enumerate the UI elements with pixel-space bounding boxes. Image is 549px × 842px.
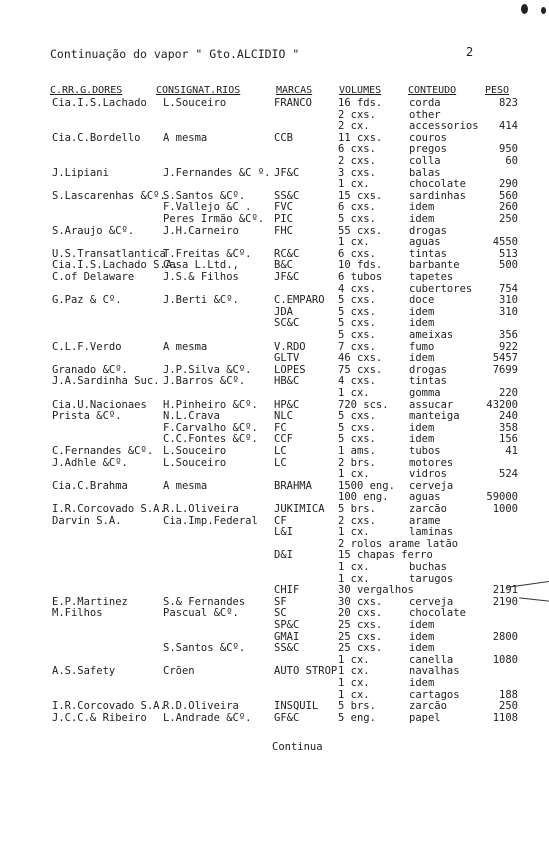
table-row bbox=[0, 330, 549, 341]
cell-conteudo: motores bbox=[409, 456, 454, 469]
cell-volumes: 1500 eng. bbox=[338, 479, 395, 492]
cell-peso: 43200 bbox=[486, 398, 518, 411]
table-row bbox=[0, 376, 549, 387]
cell-volumes: 10 fds. bbox=[338, 259, 383, 272]
cell-marca: SF bbox=[274, 595, 287, 608]
cell-consignatario: A mesma bbox=[163, 340, 208, 353]
cell-conteudo: cerveja bbox=[409, 479, 454, 492]
cell-volumes: 4 cxs. bbox=[338, 375, 376, 388]
cell-peso: 41 bbox=[505, 445, 518, 457]
table-row bbox=[0, 307, 549, 318]
cell-conteudo: pregos bbox=[409, 143, 447, 156]
cell-marca: FHC bbox=[274, 224, 293, 237]
cell-peso: 2190 bbox=[492, 595, 518, 608]
cell-consignatario: Cia.Imp.Federal bbox=[163, 514, 258, 527]
cell-conteudo: buchas bbox=[409, 561, 447, 573]
cell-volumes: 5 cxs. bbox=[338, 410, 376, 423]
cell-marca: CCF bbox=[274, 433, 293, 446]
cell-conteudo: canella bbox=[409, 653, 454, 666]
cell-conteudo: couros bbox=[409, 131, 447, 144]
table-row bbox=[0, 121, 549, 132]
table-row bbox=[0, 202, 549, 213]
cell-embarcador: Cia.I.S.Lachado bbox=[52, 97, 147, 109]
table-row bbox=[0, 597, 549, 608]
cell-consignatario: Pascual &Cº. bbox=[163, 607, 239, 620]
cell-embarcador: M.Filhos bbox=[52, 607, 103, 620]
cell-peso: 513 bbox=[499, 247, 518, 260]
table-row bbox=[0, 318, 549, 329]
cell-consignatario: Crõen bbox=[163, 665, 195, 678]
cell-marca: SC bbox=[274, 607, 287, 620]
cell-peso: 754 bbox=[499, 282, 518, 295]
table-row bbox=[0, 400, 549, 411]
table-row bbox=[0, 168, 549, 179]
cell-embarcador: J.A.Sardinha Suc. bbox=[52, 375, 160, 388]
cell-conteudo: tintas bbox=[409, 247, 447, 260]
cell-volumes: 20 cxs. bbox=[338, 607, 383, 620]
cell-peso: 220 bbox=[499, 387, 518, 399]
cell-volumes: 25 cxs. bbox=[338, 619, 383, 631]
cell-conteudo: colla bbox=[409, 155, 441, 167]
cell-conteudo: arame bbox=[409, 514, 441, 527]
cell-peso: 500 bbox=[499, 259, 518, 272]
cell-consignatario: L.Souceiro bbox=[163, 445, 227, 457]
cell-embarcador: I.R.Corcovado S.A. bbox=[52, 700, 166, 713]
cell-consignatario: S.Santos &Cº. bbox=[163, 189, 246, 202]
cell-conteudo: vidros bbox=[409, 468, 447, 481]
cell-conteudo: aguas bbox=[409, 236, 441, 249]
cell-volumes: 5 eng. bbox=[338, 711, 376, 724]
cell-conteudo: fumo bbox=[409, 340, 435, 353]
cell-marca: RC&C bbox=[274, 247, 300, 260]
cell-consignatario: Peres Irmão &Cº. bbox=[163, 213, 265, 225]
table-row bbox=[0, 713, 549, 724]
cell-conteudo: tubos bbox=[409, 445, 441, 457]
table-row bbox=[0, 620, 549, 631]
cell-conteudo: drogas bbox=[409, 224, 447, 237]
table-row bbox=[0, 411, 549, 422]
cell-peso: 310 bbox=[499, 294, 518, 307]
cell-consignatario: H.Pinheiro &Cº. bbox=[163, 398, 258, 411]
table-row bbox=[0, 156, 549, 167]
cell-peso: 188 bbox=[499, 688, 518, 701]
cell-volumes: 15 chapas ferro bbox=[338, 549, 433, 562]
cell-conteudo: chocolate bbox=[409, 607, 466, 620]
cell-volumes: 6 cxs. bbox=[338, 201, 376, 214]
cell-volumes: 30 cxs. bbox=[338, 595, 383, 608]
cell-marca: B&C bbox=[274, 259, 293, 272]
cell-marca: SC&C bbox=[274, 317, 300, 330]
cell-volumes: 6 cxs. bbox=[338, 247, 376, 260]
cell-consignatario: T.Freitas &Cº. bbox=[163, 247, 252, 260]
cell-consignatario: F.Vallejo &C . bbox=[163, 201, 252, 214]
cell-marca: LOPES bbox=[274, 363, 306, 376]
cell-peso: 1108 bbox=[492, 711, 518, 724]
cell-conteudo: idem bbox=[409, 642, 435, 655]
cell-volumes: 2 cx. bbox=[338, 120, 370, 133]
cell-volumes: 15 cxs. bbox=[338, 189, 383, 202]
cell-consignatario: R.D.Oliveira bbox=[163, 700, 239, 713]
cell-conteudo: corda bbox=[409, 97, 441, 109]
cell-marca: JF&C bbox=[274, 166, 300, 179]
cell-volumes: 5 cxs. bbox=[338, 213, 376, 225]
cell-marca: L&I bbox=[274, 526, 293, 539]
table-row bbox=[0, 539, 549, 550]
cell-embarcador: J.Lipiani bbox=[52, 166, 109, 179]
cell-consignatario: L.Andrade &Cº. bbox=[163, 711, 252, 724]
cell-marca: FRANCO bbox=[274, 97, 312, 109]
table-row bbox=[0, 133, 549, 144]
cell-marca: HB&C bbox=[274, 375, 300, 388]
cell-consignatario: J.P.Silva &Cº. bbox=[163, 363, 252, 376]
table-row bbox=[0, 144, 549, 155]
cell-volumes: 5 cxs. bbox=[338, 433, 376, 446]
cell-conteudo: tapetes bbox=[409, 271, 454, 283]
cell-consignatario: S.Santos &Cº. bbox=[163, 642, 246, 655]
cell-peso: 250 bbox=[499, 213, 518, 225]
cell-conteudo: idem bbox=[409, 352, 435, 365]
cell-volumes: 5 brs. bbox=[338, 700, 376, 713]
cell-peso: 260 bbox=[499, 201, 518, 214]
table-row bbox=[0, 585, 549, 596]
cell-embarcador: S.Lascarenhas &Cº. bbox=[52, 189, 166, 202]
cell-conteudo: idem bbox=[409, 317, 435, 330]
cell-conteudo: idem bbox=[409, 630, 435, 643]
cell-volumes: 25 cxs. bbox=[338, 630, 383, 643]
cell-volumes: 5 cxs. bbox=[338, 329, 376, 341]
cell-volumes: 75 cxs. bbox=[338, 363, 383, 376]
cell-embarcador: Cia.I.S.Lachado S.A. bbox=[52, 259, 179, 272]
cell-marca: AUTO STROP bbox=[274, 665, 338, 678]
cell-conteudo: chocolate bbox=[409, 178, 466, 191]
cell-marca: V.RDO bbox=[274, 340, 306, 353]
cell-volumes: 6 cxs. bbox=[338, 143, 376, 156]
cell-conteudo: barbante bbox=[409, 259, 460, 272]
cell-volumes: 1 cx. bbox=[338, 178, 370, 191]
cell-consignatario: L.Souceiro bbox=[163, 456, 227, 469]
cell-volumes: 30 vergalhos bbox=[338, 584, 414, 597]
cell-marca: LC bbox=[274, 445, 287, 457]
cell-embarcador: Prista &Cº. bbox=[52, 410, 122, 423]
cell-peso: 560 bbox=[499, 189, 518, 202]
cell-embarcador: C.L.F.Verdo bbox=[52, 340, 122, 353]
table-row bbox=[0, 446, 549, 457]
ink-smudge bbox=[521, 4, 528, 14]
cell-conteudo: other bbox=[409, 108, 441, 121]
table-row bbox=[0, 550, 549, 561]
table-row bbox=[0, 655, 549, 666]
cell-conteudo: idem bbox=[409, 305, 435, 318]
cell-marca: CCB bbox=[274, 131, 293, 144]
cell-consignatario: J.Berti &Cº. bbox=[163, 294, 239, 307]
header-volumes: VOLUMES bbox=[339, 85, 382, 96]
cell-consignatario: Casa L.Ltd., bbox=[163, 259, 239, 272]
cell-embarcador: J.Adhle &Cº. bbox=[52, 456, 128, 469]
cell-volumes: 4 cxs. bbox=[338, 282, 376, 295]
cell-embarcador: Cia.U.Nacionaes bbox=[52, 398, 147, 411]
cell-volumes: 6 tubos bbox=[338, 271, 383, 283]
cell-conteudo: idem bbox=[409, 677, 435, 689]
cell-volumes: 1 cx. bbox=[338, 387, 370, 399]
cell-consignatario: J.H.Carneiro bbox=[163, 224, 239, 237]
table-row bbox=[0, 608, 549, 619]
cell-volumes: 16 fds. bbox=[338, 97, 383, 109]
cell-marca: JUKIMICA bbox=[274, 503, 325, 515]
cell-consignatario: J.Barros &Cº. bbox=[163, 375, 246, 388]
cell-conteudo: accessorios bbox=[409, 120, 479, 133]
cell-volumes: 5 cxs. bbox=[338, 421, 376, 434]
cell-marca: FVC bbox=[274, 201, 293, 214]
table-row bbox=[0, 388, 549, 399]
cell-volumes: 5 cxs. bbox=[338, 294, 376, 307]
cell-peso: 922 bbox=[499, 340, 518, 353]
table-row bbox=[0, 110, 549, 121]
page-title: Continuação do vapor " Gto.ALCIDIO " bbox=[50, 47, 300, 61]
cell-conteudo: zarcão bbox=[409, 700, 447, 713]
cell-consignatario: L.Souceiro bbox=[163, 97, 227, 109]
table-row bbox=[0, 481, 549, 492]
table-row bbox=[0, 701, 549, 712]
cell-peso: 240 bbox=[499, 410, 518, 423]
cell-peso: 290 bbox=[499, 178, 518, 191]
cell-volumes: 2 cxs. bbox=[338, 514, 376, 527]
cell-conteudo: navalhas bbox=[409, 665, 460, 678]
table-row bbox=[0, 353, 549, 364]
cell-consignatario: J.S.& Filhos bbox=[163, 271, 239, 283]
table-row bbox=[0, 690, 549, 701]
cell-volumes: 2 rolos arame latão bbox=[338, 537, 459, 550]
cell-conteudo: cartagos bbox=[409, 688, 460, 701]
table-row bbox=[0, 504, 549, 515]
cell-conteudo: idem bbox=[409, 433, 435, 446]
cell-volumes: 2 cxs. bbox=[338, 155, 376, 167]
cell-conteudo: zarcão bbox=[409, 503, 447, 515]
table-row bbox=[0, 179, 549, 190]
cell-embarcador: Cia.C.Bordello bbox=[52, 131, 141, 144]
cell-volumes: 1 cx. bbox=[338, 236, 370, 249]
cell-conteudo: laminas bbox=[409, 526, 454, 539]
cell-embarcador: E.P.Martinez bbox=[52, 595, 128, 608]
cell-conteudo: idem bbox=[409, 213, 435, 225]
cell-conteudo: papel bbox=[409, 711, 441, 724]
cell-peso: 2800 bbox=[492, 630, 518, 643]
cell-peso: 156 bbox=[499, 433, 518, 446]
table-row bbox=[0, 226, 549, 237]
page-number: 2 bbox=[466, 45, 474, 59]
table-row bbox=[0, 643, 549, 654]
table-row bbox=[0, 678, 549, 689]
cell-peso: 4550 bbox=[492, 236, 518, 249]
cell-embarcador: U.S.Transatlantica bbox=[52, 247, 166, 260]
cell-embarcador: J.C.C.& Ribeiro bbox=[52, 711, 147, 724]
cell-embarcador: S.Araujo &Cº. bbox=[52, 224, 135, 237]
cell-marca: GF&C bbox=[274, 711, 300, 724]
cell-peso: 7699 bbox=[492, 363, 518, 376]
cell-marca: GMAI bbox=[274, 630, 300, 643]
cell-volumes: 1 cx. bbox=[338, 653, 370, 666]
cell-marca: PIC bbox=[274, 213, 293, 225]
cell-peso: 59000 bbox=[486, 491, 518, 504]
cell-marca: GLTV bbox=[274, 352, 300, 365]
cell-peso: 310 bbox=[499, 305, 518, 318]
table-row bbox=[0, 434, 549, 445]
cell-volumes: 1 cx. bbox=[338, 561, 370, 573]
cell-volumes: 7 cxs. bbox=[338, 340, 376, 353]
cell-conteudo: idem bbox=[409, 201, 435, 214]
cell-marca: SS&C bbox=[274, 642, 300, 655]
cell-volumes: 2 brs. bbox=[338, 456, 376, 469]
cell-volumes: 1 cx. bbox=[338, 665, 370, 678]
cell-consignatario: A mesma bbox=[163, 479, 208, 492]
cell-marca: SS&C bbox=[274, 189, 300, 202]
cell-marca: JDA bbox=[274, 305, 293, 318]
cell-embarcador: C.of Delaware bbox=[52, 271, 135, 283]
cell-consignatario: N.L.Crava bbox=[163, 410, 220, 423]
header-marcas: MARCAS bbox=[276, 85, 313, 96]
cell-peso: 414 bbox=[499, 120, 518, 133]
table-row bbox=[0, 492, 549, 503]
table-row bbox=[0, 214, 549, 225]
cell-conteudo: idem bbox=[409, 421, 435, 434]
cell-peso: 5457 bbox=[492, 352, 518, 365]
cell-peso: 2191 bbox=[492, 584, 518, 597]
header-peso: PESO bbox=[485, 85, 510, 96]
cell-marca: JF&C bbox=[274, 271, 300, 283]
cell-embarcador: C.Fernandes &Cº. bbox=[52, 445, 154, 457]
cell-marca: CF bbox=[274, 514, 287, 527]
cell-volumes: 1 cx. bbox=[338, 677, 370, 689]
cell-embarcador: G.Paz & Cº. bbox=[52, 294, 122, 307]
cell-peso: 250 bbox=[499, 700, 518, 713]
cell-volumes: 1 cx. bbox=[338, 526, 370, 539]
cell-conteudo: aguas bbox=[409, 491, 441, 504]
table-row bbox=[0, 284, 549, 295]
cell-volumes: 1 cx. bbox=[338, 688, 370, 701]
cell-marca: BRAHMA bbox=[274, 479, 312, 492]
table-row bbox=[0, 423, 549, 434]
table-row bbox=[0, 516, 549, 527]
cell-marca: HP&C bbox=[274, 398, 300, 411]
cell-conteudo: balas bbox=[409, 166, 441, 179]
cell-conteudo: cubertores bbox=[409, 282, 473, 295]
header-conteudo: CONTEUDO bbox=[408, 85, 457, 96]
cell-embarcador: Cia.C.Brahma bbox=[52, 479, 128, 492]
cell-peso: 358 bbox=[499, 421, 518, 434]
table-row bbox=[0, 469, 549, 480]
cell-marca: LC bbox=[274, 456, 287, 469]
cell-marca: CHIF bbox=[274, 584, 300, 597]
cell-volumes: 5 cxs. bbox=[338, 305, 376, 318]
cell-consignatario: C.C.Fontes &Cº. bbox=[163, 433, 258, 446]
cell-conteudo: manteiga bbox=[409, 410, 460, 423]
cell-conteudo: cerveja bbox=[409, 595, 454, 608]
table-row bbox=[0, 98, 549, 109]
table-row bbox=[0, 666, 549, 677]
cell-peso: 1080 bbox=[492, 653, 518, 666]
table-row bbox=[0, 365, 549, 376]
table-row bbox=[0, 191, 549, 202]
cell-volumes: 55 cxs. bbox=[338, 224, 383, 237]
cell-volumes: 100 eng. bbox=[338, 491, 389, 504]
cell-conteudo: idem bbox=[409, 619, 435, 631]
cell-volumes: 5 cxs. bbox=[338, 317, 376, 330]
cell-peso: 950 bbox=[499, 143, 518, 156]
cell-consignatario: A mesma bbox=[163, 131, 208, 144]
table-row bbox=[0, 237, 549, 248]
cell-peso: 60 bbox=[505, 155, 518, 167]
table-row bbox=[0, 249, 549, 260]
cell-volumes: 1 cx. bbox=[338, 572, 370, 585]
cell-marca: FC bbox=[274, 421, 287, 434]
cell-volumes: 11 cxs. bbox=[338, 131, 383, 144]
cell-marca: SP&C bbox=[274, 619, 300, 631]
table-row bbox=[0, 295, 549, 306]
cell-volumes: 1 cx. bbox=[338, 468, 370, 481]
cell-conteudo: assucar bbox=[409, 398, 454, 411]
cell-marca: C.EMPARO bbox=[274, 294, 325, 307]
table-row bbox=[0, 458, 549, 469]
cell-peso: 524 bbox=[499, 468, 518, 481]
table-row bbox=[0, 342, 549, 353]
cell-conteudo: ameixas bbox=[409, 329, 454, 341]
cell-volumes: 720 scs. bbox=[338, 398, 389, 411]
cell-marca: NLC bbox=[274, 410, 293, 423]
cell-conteudo: tintas bbox=[409, 375, 447, 388]
cell-volumes: 2 cxs. bbox=[338, 108, 376, 121]
cell-volumes: 3 cxs. bbox=[338, 166, 376, 179]
cell-consignatario: S.& Fernandes bbox=[163, 595, 246, 608]
cell-marca: D&I bbox=[274, 549, 293, 562]
cell-volumes: 46 cxs. bbox=[338, 352, 383, 365]
cell-conteudo: doce bbox=[409, 294, 435, 307]
cell-consignatario: J.Fernandes &C º. bbox=[163, 166, 271, 179]
cell-consignatario: R.L.Oliveira bbox=[163, 503, 239, 515]
cell-conteudo: tarugos bbox=[409, 572, 454, 585]
footer-continua: Continua bbox=[272, 741, 323, 753]
cell-conteudo: sardinhas bbox=[409, 189, 466, 202]
cell-volumes: 1 ams. bbox=[338, 445, 376, 457]
ink-smudge bbox=[541, 7, 546, 14]
cell-peso: 1000 bbox=[492, 503, 518, 515]
cell-embarcador: Darvin S.A. bbox=[52, 514, 122, 527]
table-row bbox=[0, 272, 549, 283]
cell-embarcador: A.S.Safety bbox=[52, 665, 116, 678]
table-row bbox=[0, 527, 549, 538]
cell-volumes: 5 brs. bbox=[338, 503, 376, 515]
cell-consignatario: F.Carvalho &Cº. bbox=[163, 421, 258, 434]
cell-conteudo: drogas bbox=[409, 363, 447, 376]
table-row bbox=[0, 574, 549, 585]
cell-conteudo: gomma bbox=[409, 387, 441, 399]
table-row bbox=[0, 632, 549, 643]
cell-embarcador: I.R.Corcovado S.A. bbox=[52, 503, 166, 515]
header-consignatarios: CONSIGNAT.RIOS bbox=[156, 85, 241, 96]
cell-embarcador: Granado &Cº. bbox=[52, 363, 128, 376]
table-row bbox=[0, 260, 549, 271]
cell-marca: INSQUIL bbox=[274, 700, 319, 713]
cell-peso: 356 bbox=[499, 329, 518, 341]
header-embarcadores: C.RR.G.DORES bbox=[50, 85, 123, 96]
cell-volumes: 25 cxs. bbox=[338, 642, 383, 655]
table-row bbox=[0, 562, 549, 573]
cell-peso: 823 bbox=[499, 97, 518, 109]
